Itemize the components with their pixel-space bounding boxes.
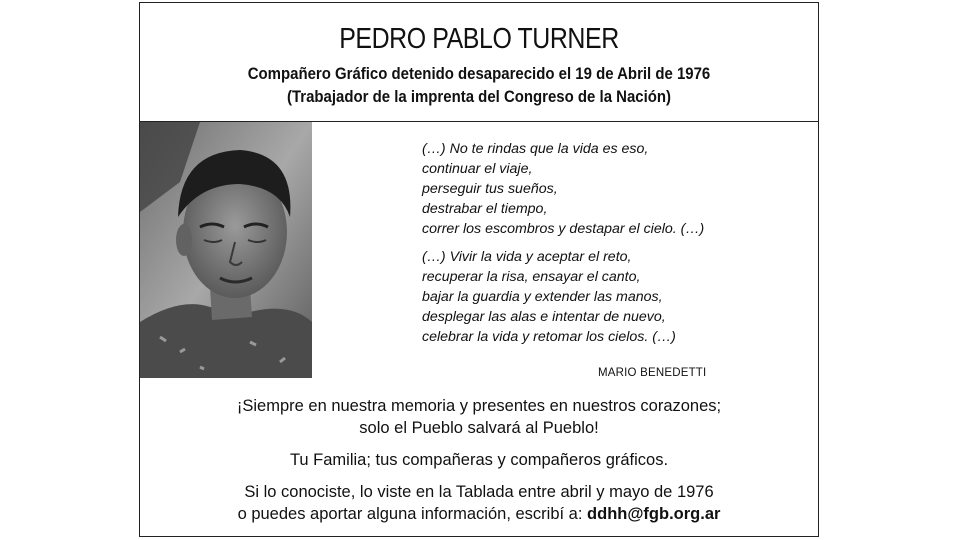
- portrait-photo: [140, 122, 312, 378]
- poem-line: desplegar las alas e intentar de nuevo,: [422, 309, 666, 325]
- subtitle-line-1: Compañero Gráfico detenido desaparecido el 19 de Abril de 1976: [247, 64, 711, 83]
- poem-line: correr los escombros y destapar el cielo. (…): [422, 221, 705, 237]
- poem-quote: [422, 139, 722, 347]
- poem-line: (…) Vivir la vida y aceptar el reto,: [422, 249, 632, 265]
- contact-line-2: [140, 503, 818, 525]
- poem-stanza-2: [422, 247, 722, 347]
- poem-stanza-1: [422, 139, 722, 239]
- contact-line-1: Si lo conociste, lo viste en la Tablada entre abril y mayo de 1976: [244, 483, 714, 501]
- family-signature: Tu Familia; tus compañeras y compañeros gráficos.: [289, 451, 669, 469]
- contact-prefix: o puedes aportar alguna información, escribí a:: [237, 505, 588, 523]
- memorial-notice: [139, 2, 819, 537]
- poem-line: recuperar la risa, ensayar el canto,: [422, 269, 641, 285]
- poem-line: destrabar el tiempo,: [422, 201, 548, 217]
- closing-line-1: ¡Siempre en nuestra memoria y presentes en nuestros corazones;: [236, 397, 722, 415]
- contact-email-link[interactable]: ddhh@fgb.org.ar: [587, 505, 721, 523]
- poem-line: bajar la guardia y extender las manos,: [422, 289, 663, 305]
- subtitle-line-2: (Trabajador de la imprenta del Congreso de la Nación): [286, 87, 672, 106]
- page-title: PEDRO PABLO TURNER: [339, 23, 619, 55]
- poem-line: perseguir tus sueños,: [422, 181, 558, 197]
- poem-line: continuar el viaje,: [422, 161, 533, 177]
- poem-line: celebrar la vida y retomar los cielos. (…): [422, 329, 676, 345]
- poem-author: MARIO BENEDETTI: [598, 367, 707, 379]
- closing-line-2: solo el Pueblo salvará al Pueblo!: [359, 419, 599, 437]
- notice-header: [140, 3, 818, 122]
- poem-line: (…) No te rindas que la vida es eso,: [422, 141, 649, 157]
